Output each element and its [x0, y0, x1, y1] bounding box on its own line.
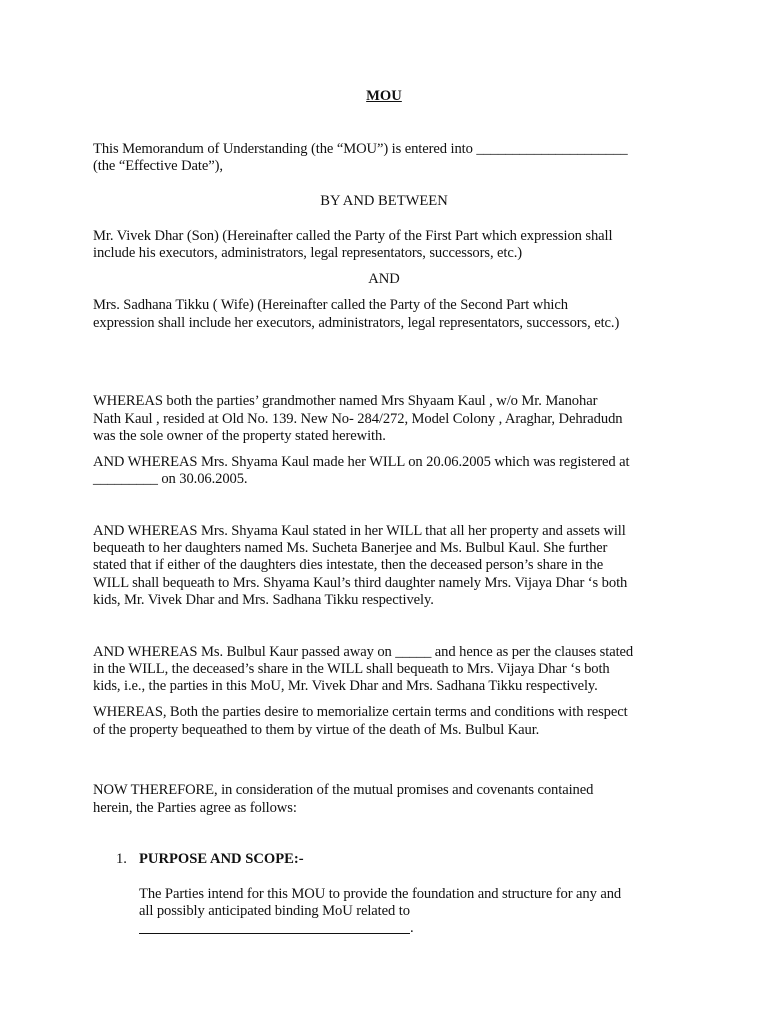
whereas1-line-2: Nath Kaul , resided at Old No. 139. New No- 284/272, Model Colony , Araghar, Dehradudn: [93, 411, 623, 427]
whereas3-line-1: AND WHEREAS Mrs. Shyama Kaul stated in her WILL that all her property and assets will: [93, 523, 626, 539]
party1-line-1: Mr. Vivek Dhar (Son) (Hereinafter called the Party of the First Part which expression shall: [93, 228, 613, 244]
intro-line-2: (the “Effective Date”),: [93, 158, 223, 174]
whereas2-line-2: _________ on 30.06.2005.: [93, 471, 248, 487]
whereas4-line-1: AND WHEREAS Ms. Bulbul Kaur passed away on _____ and hence as per the clauses stated: [93, 644, 634, 660]
section-1-body-line-1: The Parties intend for this MOU to provide the foundation and structure for any and: [139, 886, 622, 902]
between-heading: BY AND BETWEEN: [320, 193, 448, 209]
whereas3-line-5: kids, Mr. Vivek Dhar and Mrs. Sadhana Tikku respectively.: [93, 592, 434, 608]
and-heading: AND: [368, 271, 400, 287]
whereas3-line-2: bequeath to her daughters named Ms. Sucheta Banerjee and Ms. Bulbul Kaul. She further: [93, 540, 608, 556]
whereas5-line-1: WHEREAS, Both the parties desire to memorialize certain terms and conditions with respect: [93, 704, 628, 720]
whereas4-line-2: in the WILL, the deceased’s share in the WILL shall bequeath to Mrs. Vijaya Dhar ‘s both: [93, 661, 610, 677]
section-1-heading: PURPOSE AND SCOPE:-: [139, 851, 304, 867]
now-therefore-line-2: herein, the Parties agree as follows:: [93, 800, 297, 816]
now-therefore-line-1: NOW THEREFORE, in consideration of the mutual promises and covenants contained: [93, 782, 594, 798]
section-1-body-line-2: all possibly anticipated binding MoU related to: [139, 903, 410, 919]
party1-line-2: include his executors, administrators, legal representators, successors, etc.): [93, 245, 523, 261]
party2-line-1: Mrs. Sadhana Tikku ( Wife) (Hereinafter called the Party of the Second Part which: [93, 297, 568, 313]
whereas3-line-3: stated that if either of the daughters dies intestate, then the deceased person’s share in the: [93, 557, 604, 573]
intro-line-1: This Memorandum of Understanding (the “MOU”) is entered into _____________________: [93, 141, 628, 157]
document-title: MOU: [366, 88, 402, 104]
whereas5-line-2: of the property bequeathed to them by virtue of the death of Ms. Bulbul Kaur.: [93, 722, 540, 738]
whereas4-line-3: kids, i.e., the parties in this MoU, Mr. Vivek Dhar and Mrs. Sadhana Tikku respectively.: [93, 678, 598, 694]
whereas2-line-1: AND WHEREAS Mrs. Shyama Kaul made her WILL on 20.06.2005 which was registered at: [93, 454, 630, 470]
whereas3-line-4: WILL shall bequeath to Mrs. Shyama Kaul’s third daughter namely Mrs. Vijaya Dhar ‘s both: [93, 575, 628, 591]
section-1-blank-line: [139, 933, 410, 934]
section-1-trailing-period: .: [410, 920, 414, 936]
party2-line-2: expression shall include her executors, administrators, legal representators, successors, etc.): [93, 315, 620, 331]
whereas1-line-1: WHEREAS both the parties’ grandmother named Mrs Shyaam Kaul , w/o Mr. Manohar: [93, 393, 598, 409]
whereas1-line-3: was the sole owner of the property stated herewith.: [93, 428, 386, 444]
section-1-number: 1.: [116, 851, 127, 867]
